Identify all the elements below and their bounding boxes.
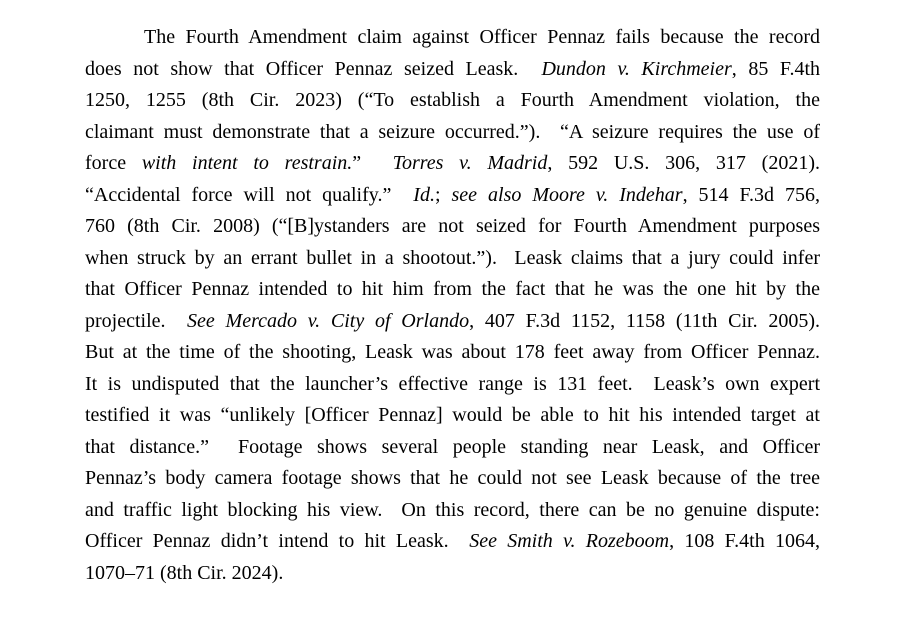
paragraph-line bbox=[85, 369, 820, 401]
paragraph-line bbox=[85, 85, 820, 117]
text-segment: ” bbox=[352, 152, 393, 174]
paragraph-line bbox=[85, 400, 820, 432]
text-segment: 1250, 1255 (8th Cir. 2023) (“To establish a Fourth Amendment violation, the bbox=[85, 89, 820, 111]
text-segment: ; bbox=[434, 183, 452, 206]
paragraph-line bbox=[85, 211, 820, 243]
case-citation: See Smith v. Rozeboom bbox=[469, 530, 670, 552]
text-segment: projectile. bbox=[85, 309, 188, 332]
case-citation: Dundon v. Kirchmeier bbox=[541, 57, 732, 80]
text-segment: The Fourth Amendment claim against Officer Pennaz fails because the record bbox=[144, 26, 820, 48]
text-segment: , 85 F.4th bbox=[731, 57, 820, 80]
text-segment: that distance.” Footage shows several people standing near Leask, and Officer bbox=[85, 435, 820, 458]
paragraph-line bbox=[85, 558, 820, 590]
case-citation: see also Moore v. Indehar bbox=[451, 183, 683, 206]
text-segment: , 108 F.4th 1064, bbox=[669, 530, 820, 552]
case-citation: Id. bbox=[413, 183, 435, 206]
paragraph-line bbox=[85, 495, 820, 527]
paragraph-line bbox=[85, 274, 820, 306]
paragraph-line bbox=[85, 54, 820, 86]
text-segment: does not show that Officer Pennaz seized Leask. bbox=[85, 57, 542, 80]
text-segment: , 514 F.3d 756, bbox=[682, 183, 820, 206]
text-segment: “Accidental force will not qualify.” bbox=[85, 183, 414, 206]
case-citation: with intent to restrain. bbox=[141, 152, 353, 174]
paragraph-line bbox=[85, 463, 820, 495]
text-segment: claimant must demonstrate that a seizure occurred.”). “A seizure requires the use of bbox=[85, 120, 820, 143]
paragraph-line bbox=[85, 243, 820, 275]
paragraph-line bbox=[85, 180, 820, 212]
opinion-paragraph bbox=[85, 22, 820, 589]
text-segment: Pennaz’s body camera footage shows that he could not see Leask because of the tree bbox=[85, 467, 820, 489]
text-segment: testified it was “unlikely [Officer Pennaz] would be able to hit his intended target at bbox=[85, 404, 820, 426]
text-segment: , 592 U.S. 306, 317 (2021). bbox=[547, 152, 820, 174]
text-segment: But at the time of the shooting, Leask was about 178 feet away from Officer Pennaz. bbox=[85, 341, 820, 363]
paragraph-line bbox=[85, 148, 820, 180]
text-segment: and traffic light blocking his view. On this record, there can be no genuine dispute: bbox=[85, 498, 820, 521]
paragraph-line bbox=[85, 526, 820, 558]
paragraph-line bbox=[85, 117, 820, 149]
text-segment: It is undisputed that the launcher’s effective range is 131 feet. Leask’s own expert bbox=[85, 372, 820, 395]
text-segment: when struck by an errant bullet in a shootout.”). Leask claims that a jury could infer bbox=[85, 246, 820, 269]
case-citation: Torres v. Madrid bbox=[392, 152, 548, 174]
paragraph-line bbox=[85, 337, 820, 369]
paragraph-line bbox=[85, 432, 820, 464]
text-segment: force bbox=[85, 152, 142, 174]
text-segment: Officer Pennaz didn’t intend to hit Leask. bbox=[85, 530, 470, 552]
paragraph-line bbox=[85, 22, 820, 54]
text-segment: , 407 F.3d 1152, 1158 (11th Cir. 2005). bbox=[469, 309, 820, 332]
paragraph-line bbox=[85, 306, 820, 338]
text-segment: that Officer Pennaz intended to hit him from the fact that he was the one hit by the bbox=[85, 278, 820, 300]
text-segment: 1070–71 (8th Cir. 2024). bbox=[85, 561, 284, 584]
text-segment: 760 (8th Cir. 2008) (“[B]ystanders are not seized for Fourth Amendment purposes bbox=[85, 215, 820, 237]
case-citation: See Mercado v. City of Orlando bbox=[187, 309, 470, 332]
